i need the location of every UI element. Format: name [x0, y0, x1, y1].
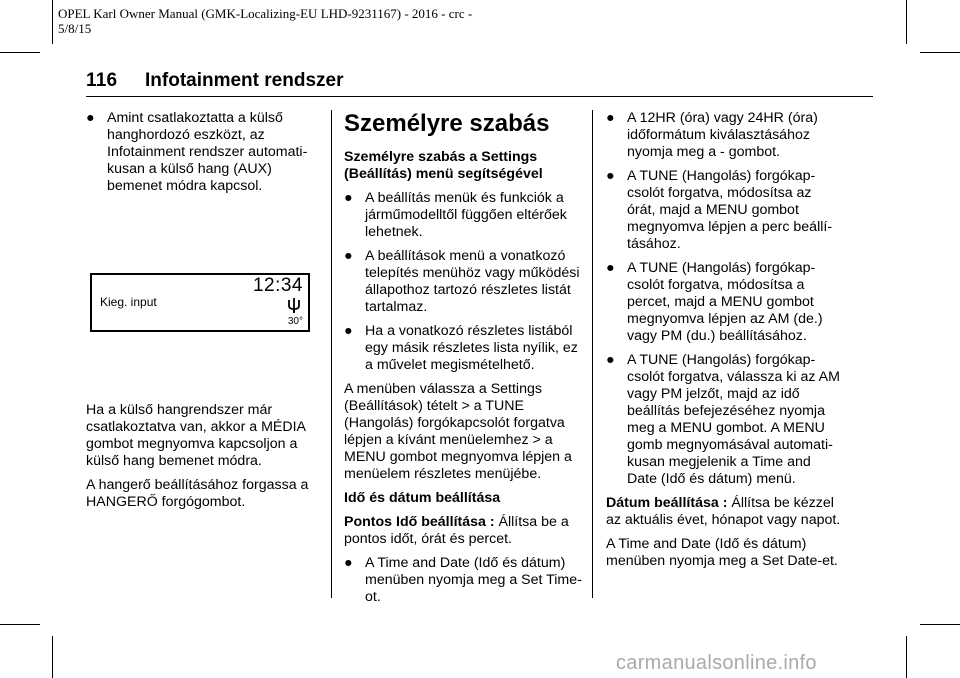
- bullet-text: A TUNE (Hangolás) forgókap- csolót forgatva, módosítsa a percet, majd a MENU gombot megnyomva lépjen az AM (de.) vagy PM (du.) beállításához.: [627, 260, 823, 344]
- crop-mark: [0, 52, 40, 53]
- list-item: [344, 323, 582, 374]
- display-source-label: Kieg. input: [100, 295, 157, 309]
- list-item: [344, 248, 582, 316]
- subheading: Személyre szabás a Settings (Beállítás) menü segítségével: [344, 149, 543, 182]
- crop-mark: [906, 636, 907, 678]
- bullet-text: A TUNE (Hangolás) forgókap- csolót forgatva, módosítsa az órát, majd a MENU gombot megnyomva lépjen a perc beállí- tásához.: [627, 168, 833, 252]
- bullet-text: Ha a vonatkozó részletes listából egy másik részletes lista nyílik, ez a művelet megismételhető.: [365, 323, 578, 373]
- bullet-mark: ●: [344, 323, 353, 339]
- section-title: Infotainment rendszer: [145, 70, 344, 91]
- usb-plug-icon: [287, 298, 301, 313]
- term-label: Pontos Idő beállítása :: [344, 514, 495, 530]
- watermark: carmanualsonline.info: [616, 652, 817, 674]
- bullet-mark: ●: [86, 110, 95, 126]
- definition-paragraph: [606, 495, 842, 529]
- bullet-text: A beállítás menük és funkciók a járműmodelltől függően eltérőek lehetnek.: [365, 190, 567, 240]
- display-temperature: 30°: [287, 316, 303, 327]
- bullet-text: A Time and Date (Idő és dátum) menüben nyomja meg a Set Time-ot.: [365, 555, 582, 605]
- paragraph: A Time and Date (Idő és dátum) menüben nyomja meg a Set Date-et.: [606, 536, 838, 569]
- column-divider: [331, 110, 332, 598]
- bullet-mark: ●: [344, 555, 353, 571]
- page-number: 116: [86, 70, 118, 91]
- crop-mark: [906, 0, 907, 44]
- list-item: [344, 190, 582, 241]
- header-rule: [86, 96, 873, 97]
- bullet-mark: ●: [606, 260, 615, 276]
- bullet-mark: ●: [606, 110, 615, 126]
- list-item: [606, 168, 842, 253]
- list-item: [606, 260, 842, 345]
- bullet-mark: ●: [344, 248, 353, 264]
- term-description: Állítsa be kézzel az aktuális évet, hónapot vagy napot.: [606, 495, 841, 528]
- definition-paragraph: [344, 514, 582, 548]
- display-clock: 12:34: [252, 275, 303, 296]
- section-heading: Személyre szabás: [344, 110, 550, 137]
- subheading: Idő és dátum beállítása: [344, 490, 501, 506]
- paragraph: Ha a külső hangrendszer már csatlakoztatva van, akkor a MÉDIA gombot megnyomva kapcsoljon a külső hang bemenet módra.: [86, 402, 306, 469]
- paragraph: A menüben válassza a Settings (Beállítások) tételt > a TUNE (Hangolás) forgókapcsolót forgatva lépjen a kívánt menüelemhez > a MENU gombot megnyomva lépjen a menüelem részletes menüjébe.: [344, 381, 572, 482]
- document-info: OPEL Karl Owner Manual (GMK-Localizing-EU LHD-9231167) - 2016 - crc - 5/8/15: [58, 6, 473, 36]
- bullet-mark: ●: [606, 168, 615, 184]
- paragraph: A hangerő beállításához forgassa a HANGERŐ forgógombot.: [86, 477, 309, 510]
- bullet-mark: ●: [606, 352, 615, 368]
- bullet-mark: ●: [344, 190, 353, 206]
- crop-mark: [52, 0, 53, 44]
- crop-mark: [52, 636, 53, 678]
- column-3: [606, 110, 842, 577]
- bullet-text: A 12HR (óra) vagy 24HR (óra) időformátum kiválasztásához nyomja meg a - gombot.: [627, 110, 818, 160]
- column-1: [86, 110, 318, 202]
- bullet-text: Amint csatlakoztatta a külső hanghordozó eszközt, az Infotainment rendszer automati- kusan a külső hang (AUX) bemenet módra kapcsol.: [107, 110, 308, 194]
- list-item: [86, 110, 318, 195]
- term-description: Állítsa be a pontos időt, órát és percet.: [344, 514, 569, 547]
- list-item: [344, 555, 582, 606]
- bullet-text: A TUNE (Hangolás) forgókap- csolót forgatva, válassza ki az AM vagy PM jelzőt, majd az idő beállítás befejezéséhez nyomja meg a MENU gombot. A MENU gomb megnyomásával automati- kusan megjelenik a Time and Date (Idő és dátum) menü.: [627, 352, 840, 487]
- crop-mark: [0, 624, 40, 625]
- bullet-text: A beállítások menü a vonatkozó telepítés menühöz vagy működési állapothoz tartozó részletes listát tartalmaz.: [365, 248, 580, 315]
- term-label: Dátum beállítása :: [606, 495, 728, 511]
- column-2: [344, 110, 582, 613]
- crop-mark: [920, 624, 960, 625]
- list-item: [606, 352, 842, 488]
- column-1-lower: [86, 402, 318, 518]
- infotainment-display-illustration: [90, 273, 310, 332]
- list-item: [606, 110, 842, 161]
- column-divider: [592, 110, 593, 598]
- crop-mark: [920, 52, 960, 53]
